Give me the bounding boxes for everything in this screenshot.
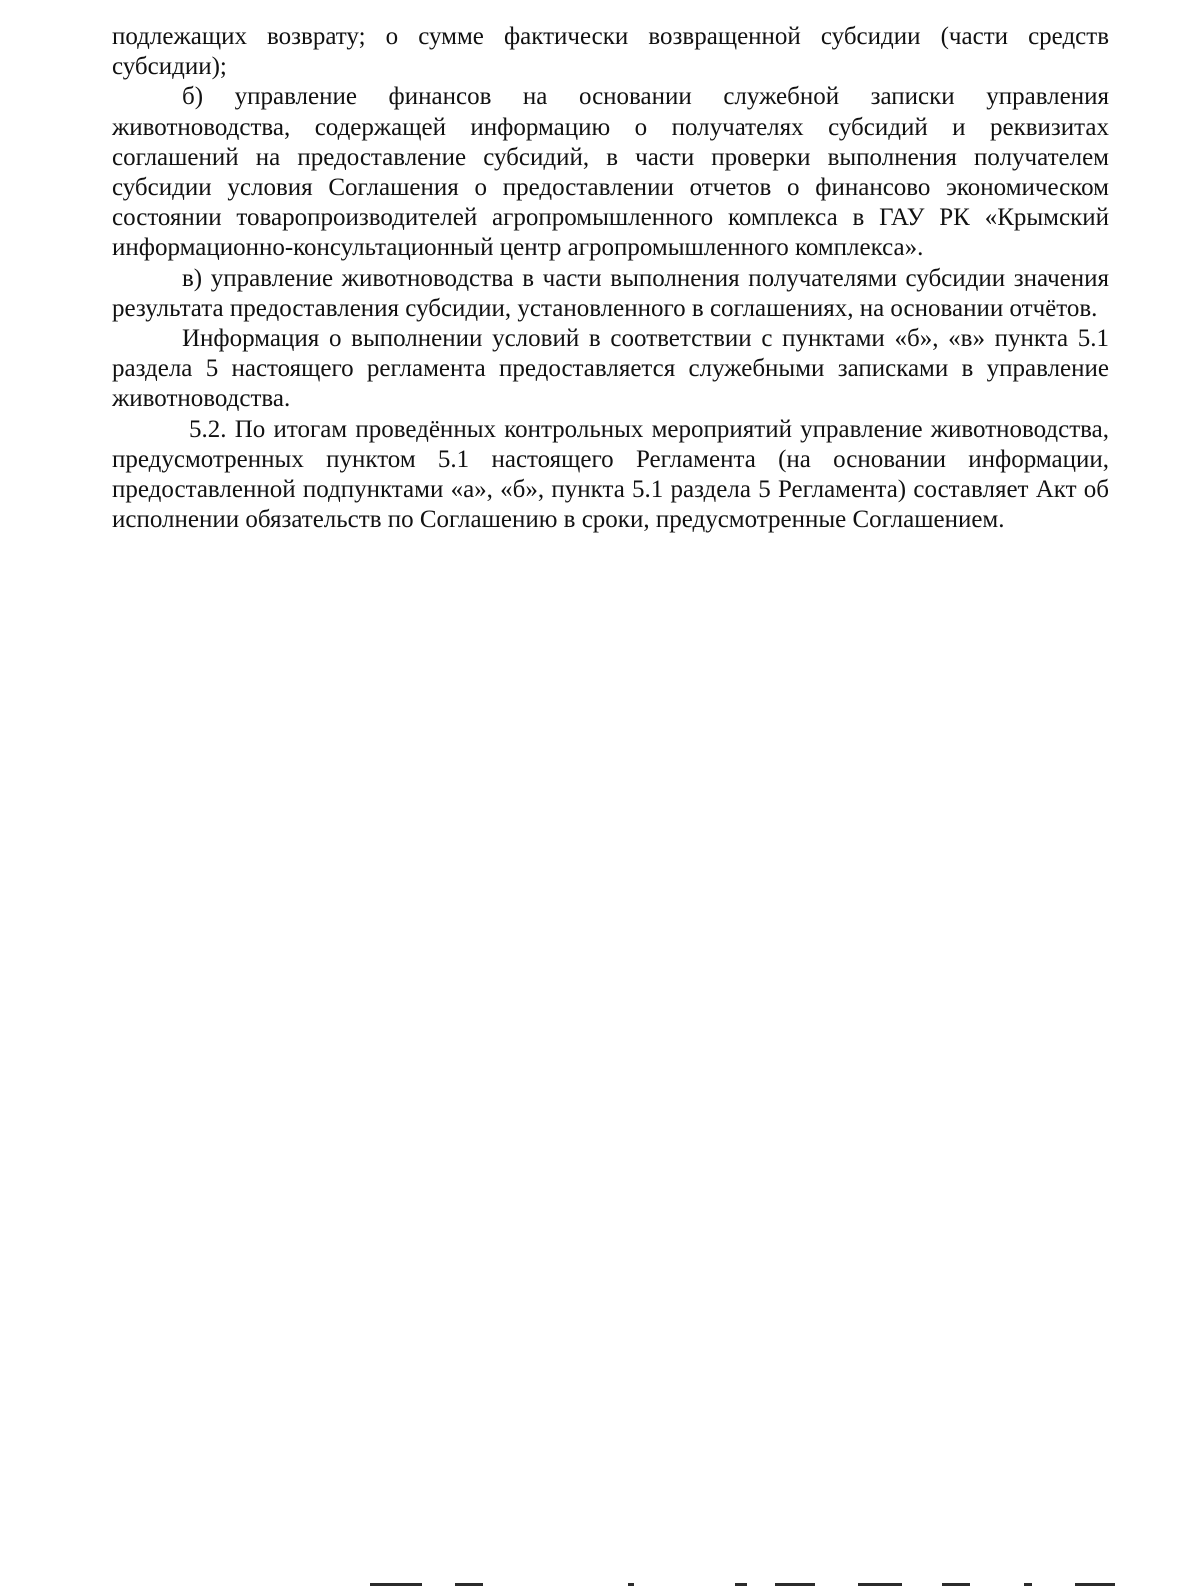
scan-mark xyxy=(1024,1583,1032,1586)
scan-mark xyxy=(628,1583,634,1586)
scan-mark xyxy=(735,1583,747,1586)
document-body xyxy=(112,22,1109,535)
paragraph-item-b: б) управление финансов на основании служебной записки управления животноводства, содержащей информацию о получателях субсидий и реквизитах соглашений на предоставление субсидий, в части проверки выполнения получателем субсидии условия Соглашения о предоставлении отчетов о финансово экономическом состоянии товаропроизводителей агропромышленного комплекса в ГАУ РК «Крымский информационно-консультационный центр агропромышленного комплекса». xyxy=(112,83,1109,262)
scan-mark xyxy=(858,1583,902,1586)
paragraph-section-5-2: 5.2. По итогам проведённых контрольных мероприятий управление животноводства, предусмотренных пунктом 5.1 настоящего Регламента (на основании информации, предоставленной подпунктами «а», «б», пункта 5.1 раздела 5 Регламента) составляет Акт об исполнении обязательств по Соглашению в сроки, предусмотренные Соглашением. xyxy=(112,415,1109,534)
paragraph-continuation: подлежащих возврату; о сумме фактически возвращенной субсидии (части средств субсидии); xyxy=(112,23,1109,81)
scan-mark xyxy=(775,1583,815,1586)
scan-mark xyxy=(455,1583,483,1586)
paragraph-information: Информация о выполнении условий в соответствии с пунктами «б», «в» пункта 5.1 раздела 5 настоящего регламента предоставляется служебными записками в управление животноводства. xyxy=(112,325,1109,413)
scan-edge-artifact xyxy=(0,1576,1200,1593)
scan-mark xyxy=(942,1583,970,1586)
scan-mark xyxy=(1075,1583,1115,1586)
paragraph-item-v: в) управление животноводства в части выполнения получателями субсидии значения результата предоставления субсидии, установленного в соглашениях, на основании отчётов. xyxy=(112,264,1109,322)
scan-mark xyxy=(370,1583,422,1586)
